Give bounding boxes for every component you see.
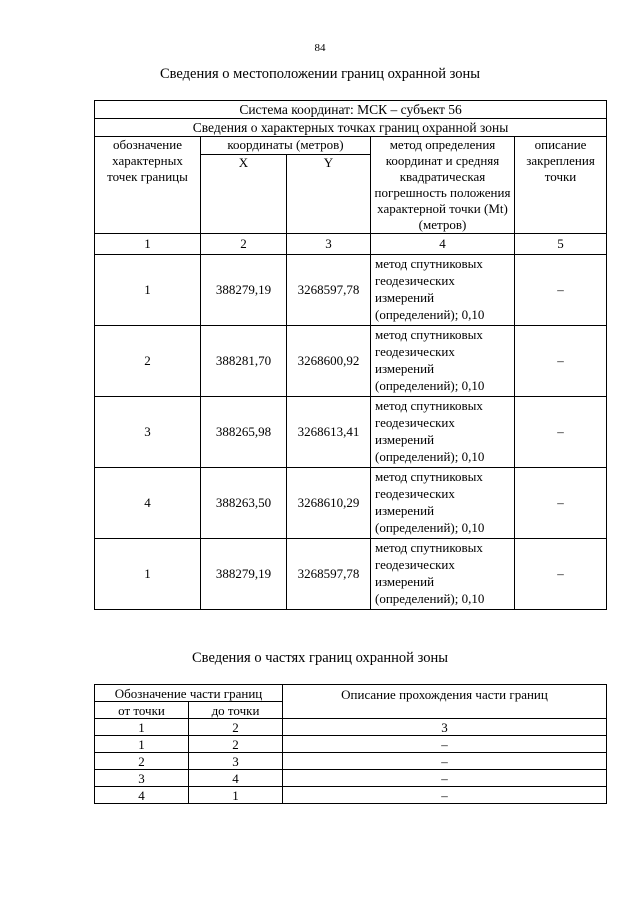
table-row <box>95 770 607 787</box>
method-description: метод спутниковых геодезических измерений (определений); 0,10 <box>371 326 515 397</box>
column-number: 4 <box>371 234 515 255</box>
column-number: 3 <box>287 234 371 255</box>
point-id: 4 <box>95 468 201 539</box>
points-info-row <box>95 119 607 137</box>
parts-header-row <box>95 685 607 702</box>
header-designation: обозначение характерных точек границы <box>95 137 201 234</box>
coordinates-table <box>94 100 607 610</box>
method-description: метод спутниковых геодезических измерений (определений); 0,10 <box>371 397 515 468</box>
coord-x: 388263,50 <box>201 468 287 539</box>
coord-x: 388279,19 <box>201 255 287 326</box>
coord-x: 388265,98 <box>201 397 287 468</box>
column-number: 3 <box>283 719 607 736</box>
header-method: метод определения координат и средняя квадратическая погрешность положения характерной точки (Mt) (метров) <box>371 137 515 234</box>
method-description: метод спутниковых геодезических измерений (определений); 0,10 <box>371 468 515 539</box>
section-title-location: Сведения о местоположении границ охранной зоны <box>159 66 480 82</box>
part-description: – <box>283 736 607 753</box>
column-number: 2 <box>189 719 283 736</box>
coord-y: 3268597,78 <box>287 255 371 326</box>
to-point: 1 <box>189 787 283 804</box>
from-point: 2 <box>95 753 189 770</box>
header-y: Y <box>287 155 371 234</box>
column-number: 1 <box>95 234 201 255</box>
header-part-description: Описание прохождения части границ <box>283 685 607 719</box>
part-description: – <box>283 753 607 770</box>
from-point: 4 <box>95 787 189 804</box>
parts-column-number-row <box>95 719 607 736</box>
table-row <box>95 539 607 610</box>
coord-system-row <box>95 101 607 119</box>
header-part-designation: Обозначение части границ <box>95 685 283 702</box>
column-number: 5 <box>515 234 607 255</box>
table-row <box>95 468 607 539</box>
to-point: 3 <box>189 753 283 770</box>
coord-system-label: Система координат: МСК – субъект 56 <box>95 101 607 119</box>
coord-x: 388279,19 <box>201 539 287 610</box>
table-row <box>95 326 607 397</box>
coord-y: 3268613,41 <box>287 397 371 468</box>
fixing-description: – <box>515 468 607 539</box>
point-id: 1 <box>95 255 201 326</box>
coord-y: 3268597,78 <box>287 539 371 610</box>
table-row <box>95 255 607 326</box>
fixing-description: – <box>515 255 607 326</box>
column-number: 2 <box>201 234 287 255</box>
coord-x: 388281,70 <box>201 326 287 397</box>
point-id: 3 <box>95 397 201 468</box>
header-to-point: до точки <box>189 702 283 719</box>
fixing-description: – <box>515 326 607 397</box>
column-number-row <box>95 234 607 255</box>
header-coordinates: координаты (метров) <box>201 137 371 155</box>
table-row <box>95 736 607 753</box>
fixing-description: – <box>515 539 607 610</box>
coord-y: 3268600,92 <box>287 326 371 397</box>
method-description: метод спутниковых геодезических измерений (определений); 0,10 <box>371 255 515 326</box>
header-x: X <box>201 155 287 234</box>
from-point: 3 <box>95 770 189 787</box>
points-info-label: Сведения о характерных точках границ охранной зоны <box>95 119 607 137</box>
coord-y: 3268610,29 <box>287 468 371 539</box>
from-point: 1 <box>95 736 189 753</box>
page-number: 84 <box>314 42 326 54</box>
part-description: – <box>283 787 607 804</box>
header-fixing: описание закрепления точки <box>515 137 607 234</box>
header-from-point: от точки <box>95 702 189 719</box>
header-row <box>95 137 607 155</box>
method-description: метод спутниковых геодезических измерений (определений); 0,10 <box>371 539 515 610</box>
to-point: 4 <box>189 770 283 787</box>
section-title-parts: Сведения о частях границ охранной зоны <box>192 650 448 666</box>
to-point: 2 <box>189 736 283 753</box>
boundary-parts-table <box>94 684 607 804</box>
column-number: 1 <box>95 719 189 736</box>
point-id: 1 <box>95 539 201 610</box>
table-row <box>95 753 607 770</box>
part-description: – <box>283 770 607 787</box>
point-id: 2 <box>95 326 201 397</box>
table-row <box>95 397 607 468</box>
table-row <box>95 787 607 804</box>
fixing-description: – <box>515 397 607 468</box>
